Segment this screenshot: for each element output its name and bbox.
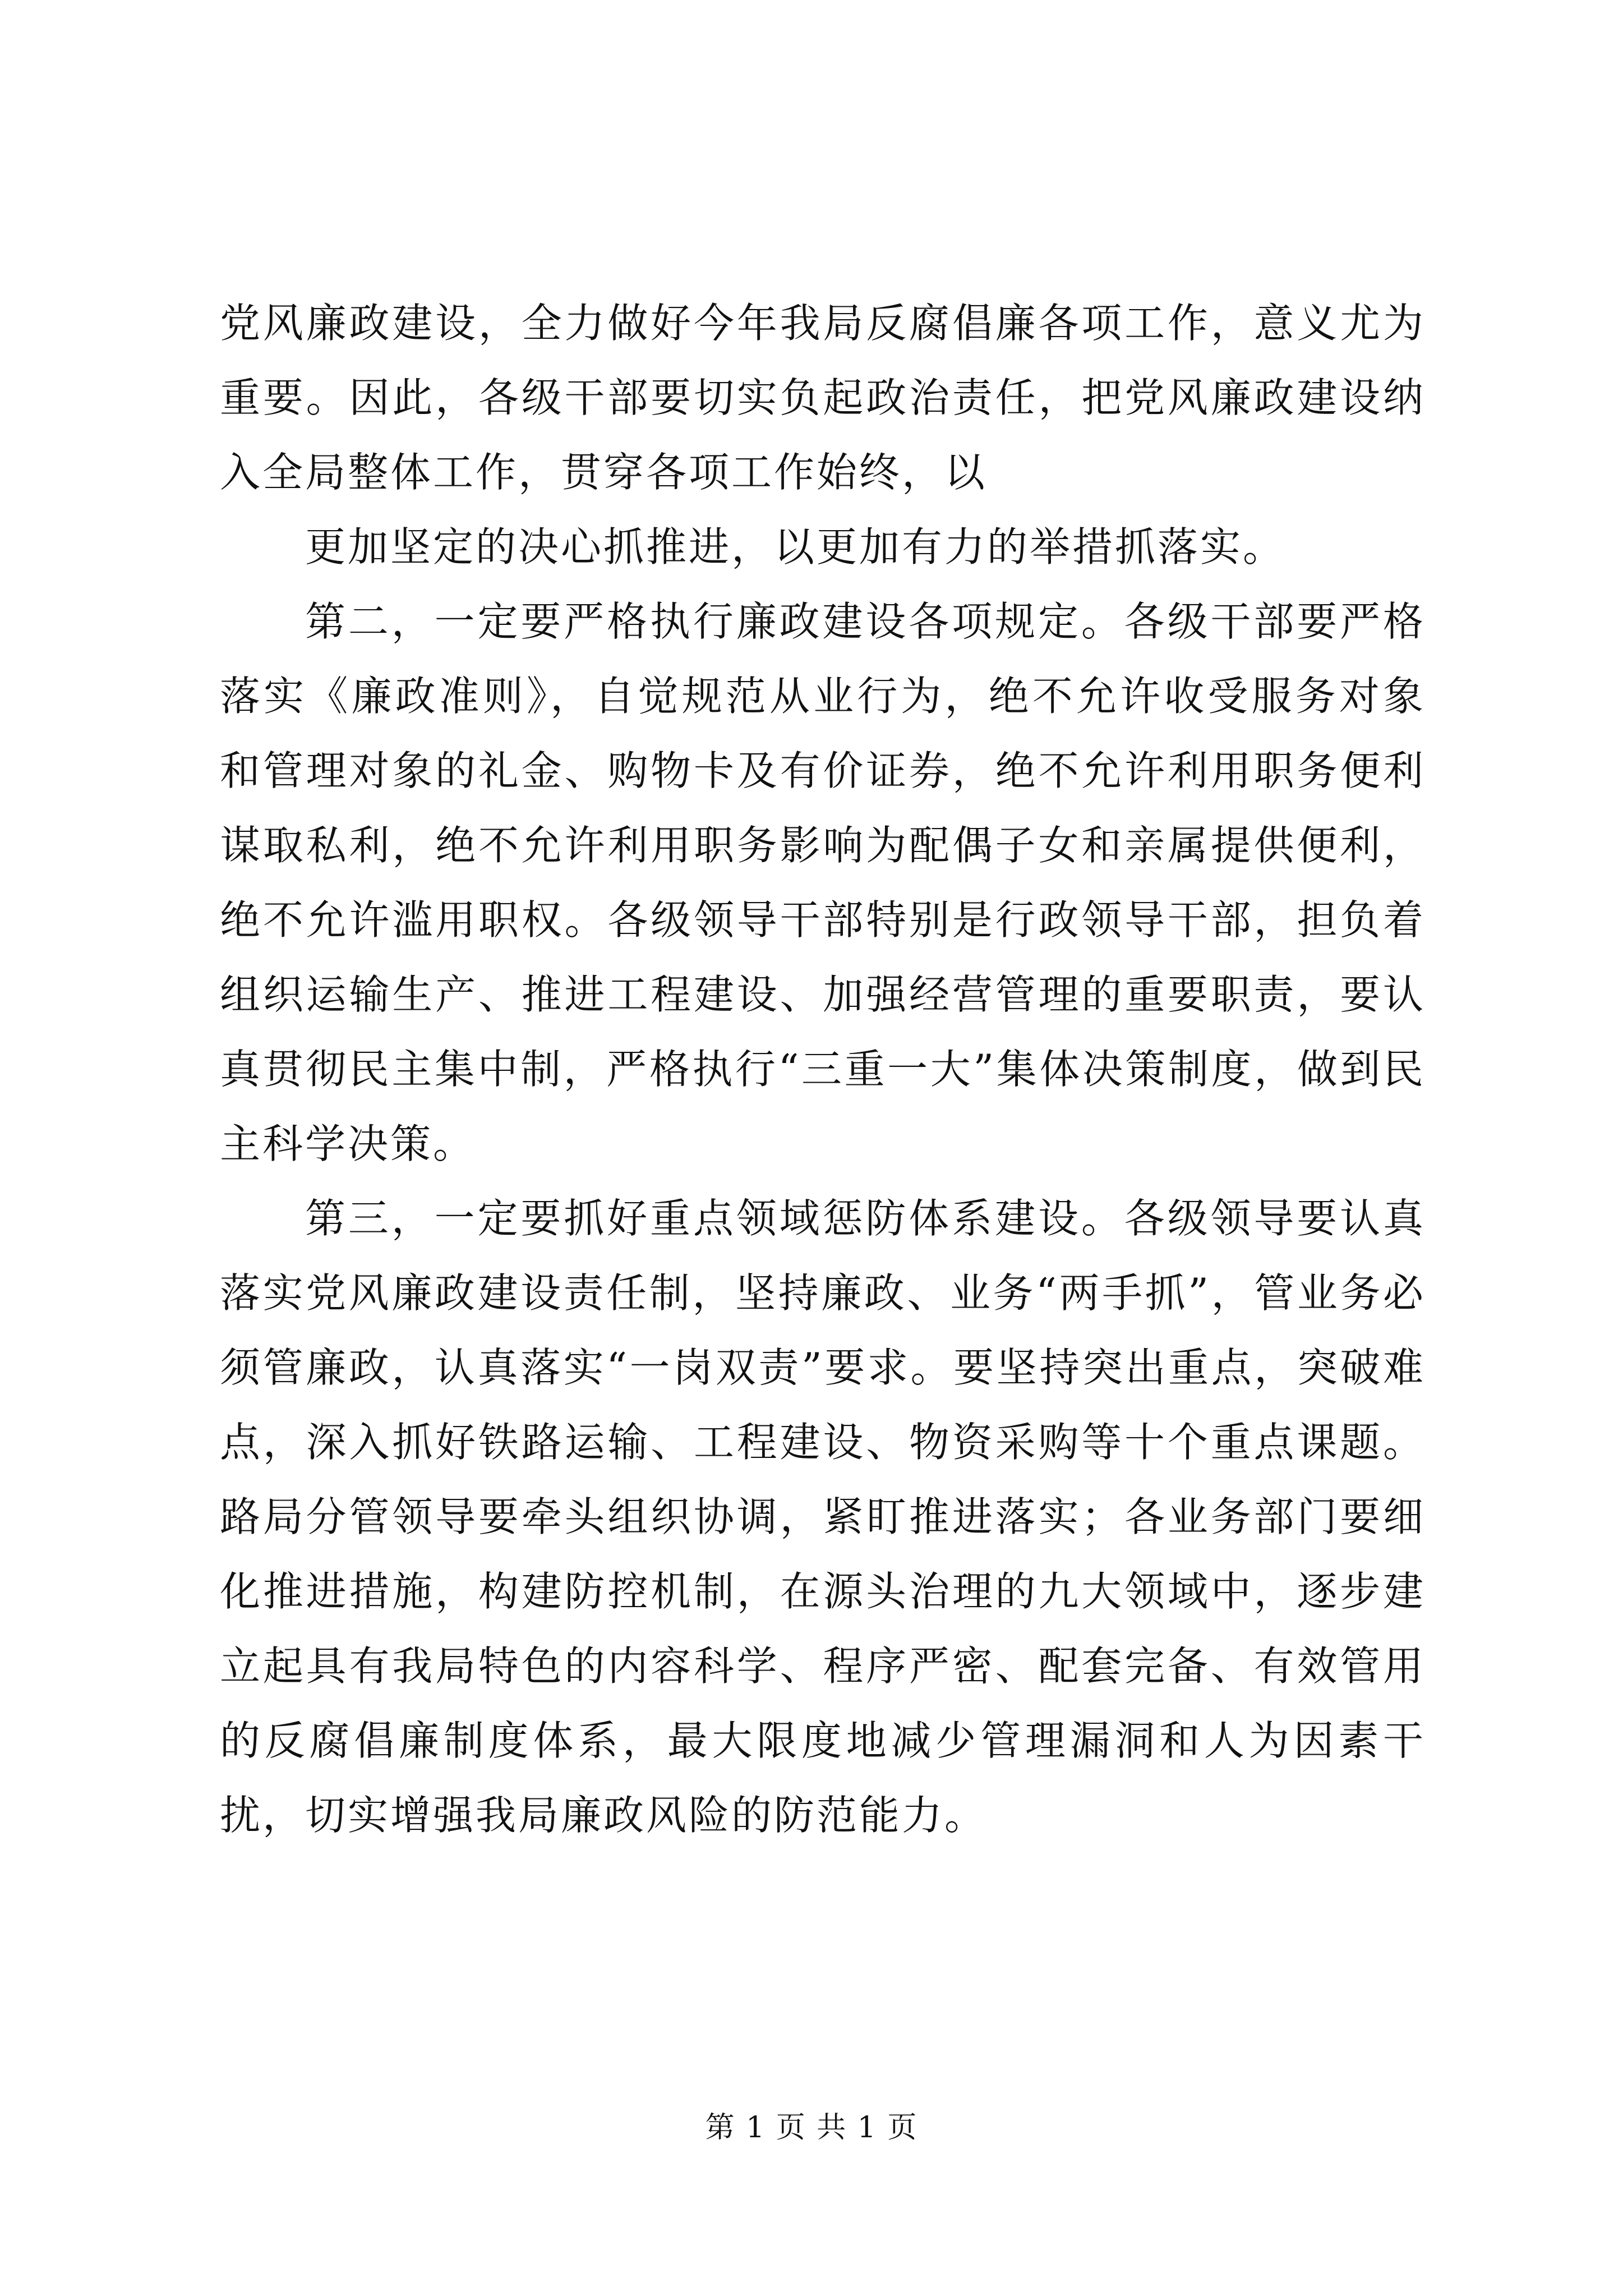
page-footer: 第 1 页 共 1 页 bbox=[705, 2111, 918, 2145]
paragraph-third-point: 第三，一定要抓好重点领域惩防体系建设。各级领导要认真落实党风廉政建设责任制，坚持廉政、业务“两手抓”，管业务必须管廉政，认真落实“一岗双责”要求。要坚持突出重点，突破难点，深入抓好铁路运输、工程建设、物资采购等十个重点课题。路局分管领导要牵头组织协调，紧盯推进落实；各业务部门要细化推进措施，构建防控机制，在源头治理的九大领域中，逐步建立起具有我局特色的内容科学、程序严密、配套完备、有效管用的反腐倡廉制度体系，最大限度地减少管理漏洞和人为因素干扰，切实增强我局廉政风险的防范能力。 bbox=[220, 1195, 1426, 1839]
document-body bbox=[220, 286, 1426, 1853]
paragraph-determination: 更加坚定的决心抓推进，以更加有力的举措抓落实。 bbox=[305, 523, 1286, 570]
paragraph-second-point: 第二，一定要严格执行廉政建设各项规定。各级干部要严格落实《廉政准则》，自觉规范从业行为，绝不允许收受服务对象和管理对象的礼金、购物卡及有价证券，绝不允许利用职务便利谋取私利，绝不允许利用职务影响为配偶子女和亲属提供便利，绝不允许滥用职权。各级领导干部特别是行政领导干部，担负着组织运输生产、推进工程建设、加强经营管理的重要职责，要认真贯彻民主集中制，严格执行“三重一大”集体决策制度，做到民主科学决策。 bbox=[220, 598, 1426, 1167]
paragraph-continuation: 党风廉政建设，全力做好今年我局反腐倡廉各项工作，意义尤为重要。因此，各级干部要切实负起政治责任，把党风廉政建设纳入全局整体工作，贯穿各项工作始终，以 bbox=[220, 300, 1426, 496]
